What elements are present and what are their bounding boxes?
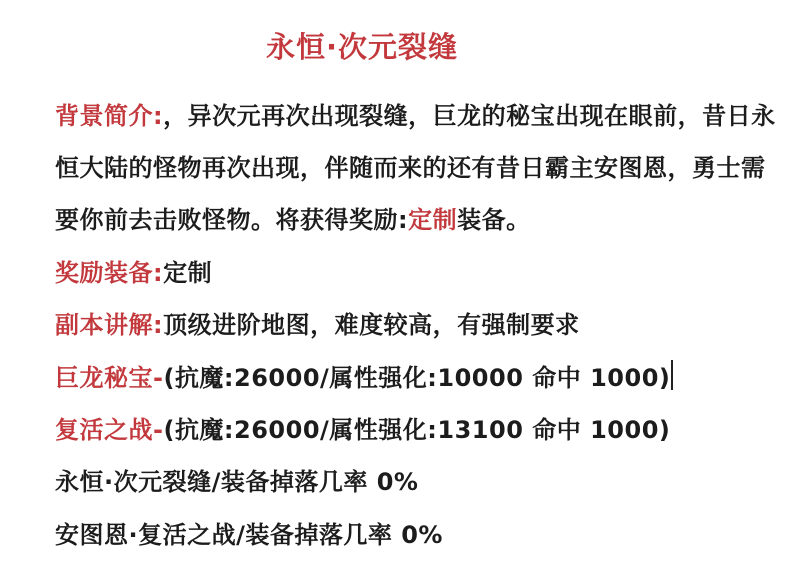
- text-line-background-cont: [55, 139, 780, 191]
- text-line-rift-drop-rate: [55, 454, 780, 506]
- text-line-antoun-drop-rate: [55, 506, 780, 558]
- text-line-reward-equipment: [55, 244, 780, 296]
- text-line-background-end: [55, 192, 780, 244]
- body-text: ，异次元再次出现裂缝，巨龙的秘宝出现在眼前，昔日永: [163, 101, 776, 130]
- body-text: 恒大陆的怪物再次出现，伴随而来的还有昔日霸主安图恩，勇士需: [55, 154, 766, 183]
- body-text: 顶级进阶地图，难度较高，有强制要求: [163, 311, 580, 340]
- stat-text: (抗魔:26000/属性强化:10000 命中 1000): [163, 363, 671, 392]
- document-body: [55, 87, 780, 559]
- drop-rate-text: 永恒·次元裂缝/装备掉落几率 0%: [55, 468, 419, 497]
- body-text: 装备。: [457, 206, 531, 235]
- text-cursor: [671, 360, 673, 390]
- label-dungeon-guide: 副本讲解:: [55, 311, 164, 340]
- body-text: 要你前去击败怪物。将获得奖励:: [55, 206, 409, 235]
- text-line-background-intro: [55, 87, 780, 139]
- text-line-dungeon-guide: [55, 297, 780, 349]
- label-background-intro: 背景简介:: [55, 101, 164, 130]
- text-line-revival-battle: [55, 401, 780, 453]
- text-line-dragon-treasure: [55, 349, 780, 401]
- drop-rate-text: 安图恩·复活之战/装备掉落几率 0%: [55, 520, 443, 549]
- highlight-custom: 定制: [408, 206, 458, 235]
- stat-text: (抗魔:26000/属性强化:13100 命中 1000): [163, 416, 671, 445]
- label-revival-battle: 复活之战-: [55, 416, 164, 445]
- label-dragon-treasure: 巨龙秘宝-: [55, 363, 164, 392]
- body-text: 定制: [163, 258, 213, 287]
- document-title: 永恒·次元裂缝: [265, 30, 459, 64]
- label-reward-equipment: 奖励装备:: [55, 258, 164, 287]
